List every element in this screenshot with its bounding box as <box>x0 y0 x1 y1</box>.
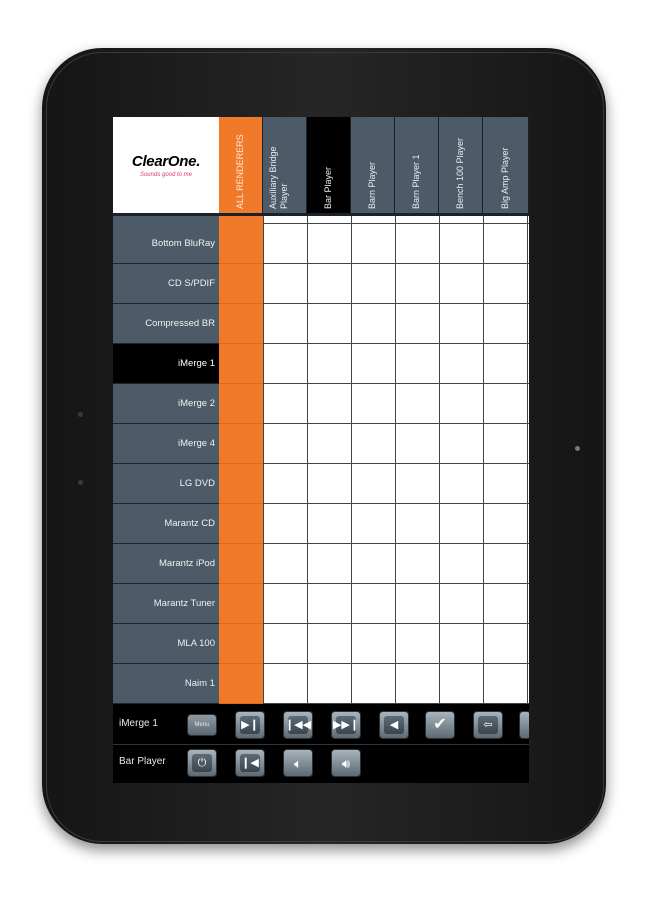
grid-column-line <box>439 216 440 704</box>
column-label: ALL RENDERERS <box>234 134 245 209</box>
grid-row-line <box>263 343 529 344</box>
column-label: Auxiliary Bridge Player <box>267 146 289 209</box>
volume-up-icon: 🔊︎ <box>341 755 351 771</box>
source-row[interactable] <box>113 264 219 304</box>
more-button-partial[interactable] <box>519 711 529 739</box>
source-row[interactable] <box>113 304 219 344</box>
source-label: iMerge 1 <box>178 358 215 369</box>
source-row[interactable] <box>113 624 219 664</box>
column-bar-player[interactable] <box>307 117 351 213</box>
previous-track-button[interactable] <box>283 711 313 739</box>
grid-row-line <box>263 623 529 624</box>
source-row[interactable] <box>113 544 219 584</box>
left-arrow-button[interactable] <box>379 711 409 739</box>
source-row[interactable] <box>113 464 219 504</box>
renderer-control-label: Bar Player <box>119 756 166 767</box>
source-list <box>113 224 219 704</box>
source-label: Bottom BluRay <box>151 238 215 249</box>
source-row[interactable] <box>113 224 219 264</box>
column-auxiliary-bridge-player[interactable] <box>263 117 307 213</box>
all-renderers-cell[interactable] <box>219 464 263 504</box>
brand-name: ClearOne. <box>131 152 201 170</box>
menu-button-label: Menu <box>194 722 210 728</box>
source-row[interactable] <box>113 584 219 624</box>
skip-forward-icon: ▶▶❙ <box>336 716 356 734</box>
all-renderers-cell[interactable] <box>219 544 263 584</box>
source-label: Compressed BR <box>145 318 215 329</box>
column-label: Barn Player 1 <box>410 154 421 209</box>
source-control-row <box>113 709 529 741</box>
all-renderers-cell[interactable] <box>219 664 263 704</box>
volume-down-button[interactable] <box>283 749 313 777</box>
grid-row-line <box>263 543 529 544</box>
grid-row-line <box>263 663 529 664</box>
source-label: iMerge 4 <box>178 438 215 449</box>
all-renderers-column <box>219 216 263 704</box>
back-arrow-icon: ⇦ <box>478 716 498 734</box>
grid-row-line <box>263 583 529 584</box>
ok-button[interactable] <box>425 711 455 739</box>
column-barn-player[interactable] <box>351 117 395 213</box>
source-row[interactable] <box>113 384 219 424</box>
volume-up-button[interactable] <box>331 749 361 777</box>
renderer-header-row <box>219 117 529 213</box>
play-pause-icon: ▶︎❙ <box>240 716 260 734</box>
all-cell-top <box>219 216 263 224</box>
mute-button[interactable] <box>235 749 265 777</box>
grid-row-line <box>263 463 529 464</box>
column-label: Bench 100 Player <box>454 137 465 209</box>
renderer-control-row <box>113 747 529 779</box>
grid-row-line <box>263 383 529 384</box>
source-control-label: iMerge 1 <box>119 718 158 729</box>
column-label: Bar Player <box>322 166 333 209</box>
grid-row-line <box>263 703 529 704</box>
grid-column-line <box>527 216 528 704</box>
all-renderers-cell[interactable] <box>219 584 263 624</box>
source-label: Naim 1 <box>184 678 215 689</box>
arrow-left-icon: ◀ <box>384 716 404 734</box>
all-renderers-cell[interactable] <box>219 424 263 464</box>
column-label: Big Amp Player <box>499 147 510 209</box>
skip-back-icon: ❙◀◀ <box>288 716 308 734</box>
column-bench-100-player[interactable] <box>439 117 483 213</box>
source-label: iMerge 2 <box>178 398 215 409</box>
grid-column-line <box>351 216 352 704</box>
all-renderers-cell[interactable] <box>219 504 263 544</box>
brand-tagline: Sounds good to me <box>139 171 193 178</box>
routing-matrix-grid[interactable] <box>263 216 529 704</box>
grid-column-line <box>263 216 264 704</box>
power-button[interactable] <box>187 749 217 777</box>
grid-column-line <box>483 216 484 704</box>
power-icon: ⏻ <box>192 754 212 772</box>
all-renderers-cell[interactable] <box>219 384 263 424</box>
column-all-renderers[interactable] <box>219 117 263 213</box>
all-renderers-cell[interactable] <box>219 624 263 664</box>
all-renderers-cell[interactable] <box>219 224 263 264</box>
source-label: Marantz CD <box>164 518 215 529</box>
front-camera <box>78 412 83 417</box>
play-pause-button[interactable] <box>235 711 265 739</box>
front-sensor <box>78 480 83 485</box>
grid-row-line <box>263 503 529 504</box>
brand-logo <box>113 117 219 213</box>
source-row[interactable] <box>113 424 219 464</box>
all-renderers-cell[interactable] <box>219 304 263 344</box>
source-label: Marantz iPod <box>159 558 215 569</box>
grid-row-line <box>263 223 529 224</box>
back-button[interactable] <box>473 711 503 739</box>
column-barn-player-1[interactable] <box>395 117 439 213</box>
source-row-selected[interactable] <box>113 344 219 384</box>
app-screen <box>113 117 529 783</box>
menu-button[interactable] <box>187 714 217 736</box>
row-label-top <box>113 216 219 224</box>
next-track-button[interactable] <box>331 711 361 739</box>
source-row[interactable] <box>113 664 219 704</box>
source-label: LG DVD <box>179 478 215 489</box>
grid-row-line <box>263 423 529 424</box>
control-bar <box>113 709 529 783</box>
control-divider <box>113 744 529 745</box>
source-row[interactable] <box>113 504 219 544</box>
all-renderers-cell[interactable] <box>219 344 263 384</box>
source-label: Marantz Tuner <box>153 598 215 609</box>
column-label: Barn Player <box>366 161 377 209</box>
grid-row-line <box>263 303 529 304</box>
grid-column-line <box>395 216 396 704</box>
column-big-amp-player[interactable] <box>483 117 529 213</box>
volume-down-icon: 🔈︎ <box>294 755 302 771</box>
source-label: CD S/PDIF <box>168 278 215 289</box>
front-sensor-right <box>575 446 580 451</box>
grid-row-line <box>263 263 529 264</box>
grid-column-line <box>307 216 308 704</box>
source-label: MLA 100 <box>177 638 215 649</box>
mute-icon: ❙◀ <box>240 754 260 772</box>
checkmark-icon: ✔ <box>433 716 447 733</box>
all-renderers-cell[interactable] <box>219 264 263 304</box>
